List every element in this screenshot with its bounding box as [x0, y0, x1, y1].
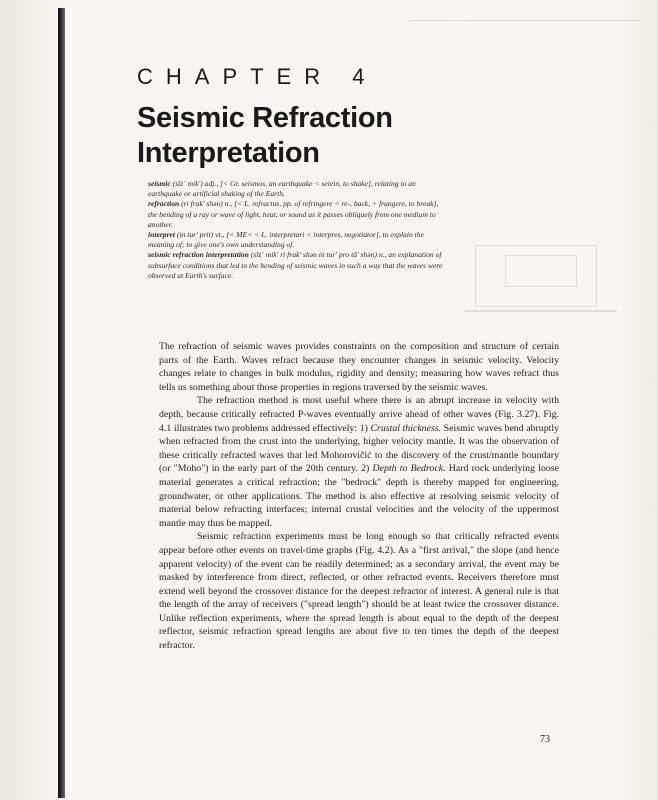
glossary-definition: (in tur' prit) vt., [< ME< < L. interpretari < interpres, negotiator], to explain the meaning of; to give one's own understanding of.	[148, 230, 424, 250]
paragraph-2-part: Seismic waves bend abruptly when refracted from the crust into the underlying, higher velocity mantle. It was the observation of these critically refracted waves that led Mohorovičić to the discovery of the crust/mantle boundary (or "Moho") in the early part of the 20th century. 2)	[159, 422, 560, 475]
paragraph-2-part: The refraction method is most useful where there is an abrupt increase in velocity with depth, because critically refracted P-waves eventually arrive ahead of other waves (Fig. 3.27). Fig. 4.1 illustrates two problems addressed effectively: 1)	[159, 395, 559, 434]
bleed-through-header	[410, 8, 640, 21]
paragraph-1: The refraction of seismic waves provides constraints on the composition and structure of certain parts of the Earth. Waves refract because they encounter changes in seismic velocity. Velocity changes relate to changes in bulk modulus, rigidity and density; measuring how waves refract thus tells us something about those properties in regions traversed by the seismic waves.	[159, 341, 559, 393]
glossary-block	[148, 179, 448, 281]
page-number: 73	[540, 734, 550, 745]
glossary-entry	[148, 199, 448, 230]
glossary-entry	[148, 250, 448, 281]
paragraph-2	[159, 394, 559, 530]
glossary-entry	[148, 179, 448, 199]
body-text	[159, 340, 559, 653]
chapter-title: Seismic Refraction Interpretation	[137, 102, 393, 169]
paragraph-3: Seismic refraction experiments must be long enough so that critically refracted events appear before other events on travel-time graphs (Fig. 4.2). As a "first arrival," the slope (and hence apparent velocity) of the event can be readily determined; as a secondary arrival, the event may be masked by interference from direct, reflected, or other refracted events. Receivers therefore must extend well beyond the crossover distance for the deepest refractor of interest. A general rule is that the length of the array of receivers ("spread length") should be at least twice the crossover distance. Unlike reflection experiments, where the spread length is about equal to the depth of the deepest reflector, seismic refraction spread lengths are about five to ten times the depth of the deepest refractor.	[159, 531, 559, 652]
glossary-term: interpret	[148, 230, 176, 240]
paragraph-2-emphasis-crustal: Crustal thickness.	[370, 422, 442, 434]
bleed-through-figure	[465, 240, 620, 320]
paragraph-2-part: Hard rock underlying loose material generates a critical refraction; the "bedrock" depth is thereby mapped for engineering, groundwater, or other applications. The method is also effective at resolving seismic velocity of material below refracting interfaces; internal crustal velocities and the velocity of the uppermost mantle may thus be mapped.	[159, 463, 559, 529]
glossary-definition: (sīz´ mik') adj., [< Gr. seismos, an earthquake < seiein, to shake], relating to an earthquake or artificial shaking of the Earth.	[148, 179, 416, 199]
glossary-term: seismic refraction interpretation	[148, 250, 249, 260]
glossary-term: refraction	[148, 199, 180, 209]
glossary-term: seismic	[148, 179, 171, 188]
glossary-definition: (ri frak' shən) n., [< L. refractus, pp. of refringere < re-, back, + frangere, to break], the bending of a ray or wave of light, heat, or sound as it passes obliquely from one medium to another.	[148, 199, 439, 229]
glossary-definition: (sīz´ mik' ri frak' shən in tur' pro tā' shən) n., an explanation of subsurface conditions that led to the bending of seismic waves in such a way that the waves were observed at Earth's surface.	[148, 250, 443, 280]
paragraph-2-emphasis-bedrock: Depth to Bedrock.	[372, 463, 446, 475]
binding-shadow	[58, 8, 65, 798]
chapter-label: CHAPTER 4	[137, 64, 378, 89]
glossary-entry	[148, 230, 448, 250]
